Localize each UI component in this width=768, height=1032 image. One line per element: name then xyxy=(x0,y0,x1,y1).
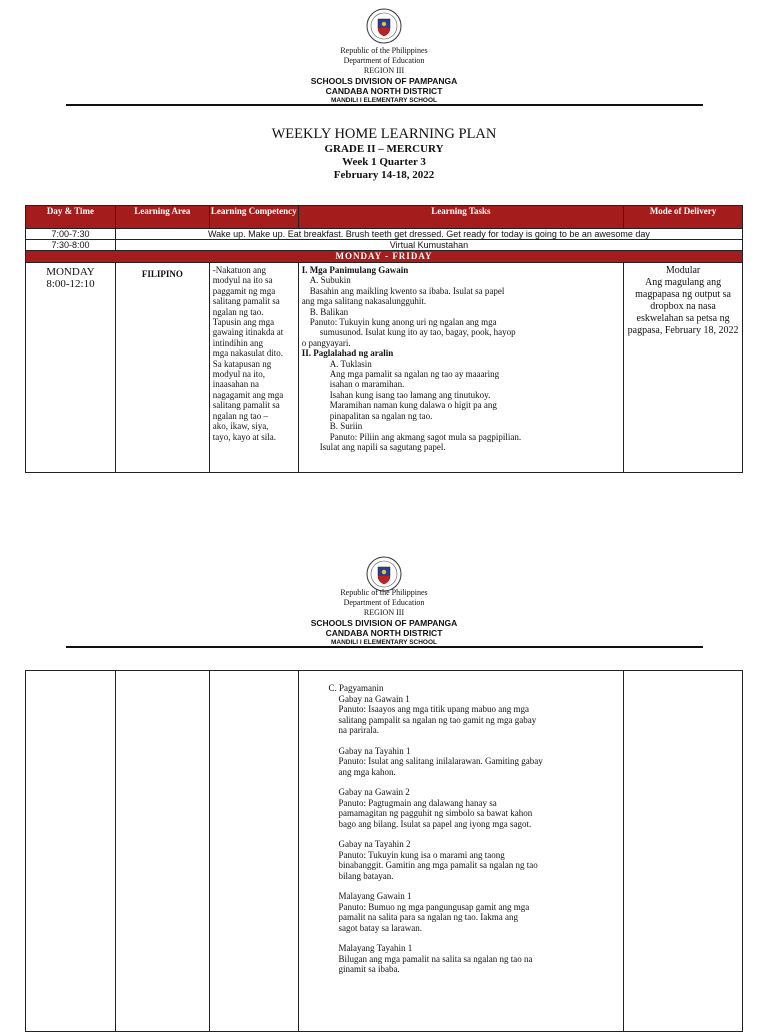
letterhead-region: REGION III xyxy=(363,66,405,75)
learning-plan-table xyxy=(25,205,743,473)
table-header-row xyxy=(26,206,743,229)
letterhead-school: MANDILI I ELEMENTARY SCHOOL xyxy=(330,97,438,104)
header-learning-competency: Learning Competency xyxy=(209,206,298,229)
header-day-time: Day & Time xyxy=(26,206,116,229)
plan-dates: February 14-18, 2022 xyxy=(333,169,435,181)
learning-area-cell: FILIPINO xyxy=(115,263,209,473)
schedule-time: 7:00-7:30 xyxy=(26,229,116,240)
table-row xyxy=(26,263,743,473)
learning-plan-table-continued xyxy=(25,670,743,1032)
letterhead-department: Department of Education xyxy=(343,598,425,607)
plan-title-main: WEEKLY HOME LEARNING PLAN xyxy=(271,126,497,142)
letterhead-republic: Republic of the Philippines xyxy=(340,588,428,597)
mode-of-delivery-cell xyxy=(624,671,743,1032)
header-rule xyxy=(66,646,703,648)
letterhead-district: CANDABA NORTH DISTRICT xyxy=(325,86,443,96)
schedule-activity: Virtual Kumustahan xyxy=(115,240,742,251)
time-label: 8:00-12:10 xyxy=(46,278,95,290)
letterhead-division: SCHOOLS DIVISION OF PAMPANGA xyxy=(310,76,458,86)
competency-cell: -Nakatuon ang modyul na ito sa paggamit ng mga salitang pamalit sa ngalan ng tao. Tapusin ang mga gawaing itinakda at intindihin ang mga nakasulat dito. Sa katapusan ng modyul na ito, inaasahan na nagagamit ang mga salitang pamalit sa ngalan ng tao – ako, ikaw, siya, tayo, kayo at sila. xyxy=(209,263,298,473)
plan-title xyxy=(0,126,768,182)
header-mode-of-delivery: Mode of Delivery xyxy=(624,206,743,229)
letterhead-region: REGION III xyxy=(363,608,405,617)
deped-seal-icon xyxy=(366,8,402,44)
learning-tasks-cell: C. Pagyamanin Gabay na Gawain 1 Panuto: Isaayos ang mga titik upang mabuo ang mga salitang pampalit sa ngalan ng tao gamit ng mga gabay na parirala. Gabay na Tayahin 1 Panuto: Isulat ang salitang inilalarawan. Gamiting gabay ang mga kahon. Gabay na Gawain 2 Panuto: Pagtugmain ang dalawang hanay sa pamamagitan ng pagguhit ng simbolo sa bawat kahon bago ang bilang. Isulat sa papel ang iyong mga sagot. Gabay na Tayahin 2 Panuto: Tukuyin kung isa o marami ang taong binabanggit. Gamitin ang mga pamalit sa ngalan ng tao bilang batayan. Malayang Gawain 1 Panuto: Bumuo ng mga pangungusap gamit ang mga pamalit na salita para sa ngalan ng tao. Iakma ang sagot batay sa larawan. Malayang Tayahin 1 Bilugan ang mga pamalit na salita sa ngalan ng tao na ginamit sa ibaba. xyxy=(298,671,624,1032)
mode-of-delivery-cell: Modular Ang magulang ang magpapasa ng output sa dropbox na nasa eskwelahan sa petsa ng pagpasa, February 18, 2022 xyxy=(624,263,743,473)
letterhead-division: SCHOOLS DIVISION OF PAMPANGA xyxy=(310,618,458,628)
learning-tasks-cell: I. Mga Panimulang Gawain A. Subukin Basahin ang maikling kwento sa ibaba. Isulat sa papel ang mga salitang nakasalungguhit. B. Balikan Panuto: Tukuyin kung anong uri ng ngalan ang mga sumusunod. Isulat kung ito ay tao, bagay, pook, hayop o pangyayari. II. Paglalahad ng aralin A. Tuklasin Ang mga pamalit sa ngalan ng tao ay maaaring isahan o maramihan. Isahan kung isang tao lamang ang tinutukoy. Maramihan naman kung dalawa o higit pa ang pinapalitan sa ngalan ng tao. B. Suriin Panuto: Piliin ang akmang sagot mula sa pagpipilian. Isulat ang napili sa sagutang papel. xyxy=(298,263,623,473)
letterhead-school: MANDILI I ELEMENTARY SCHOOL xyxy=(330,639,438,646)
letterhead xyxy=(0,46,768,106)
schedule-time: 7:30-8:00 xyxy=(26,240,116,251)
plan-week: Week 1 Quarter 3 xyxy=(342,156,426,168)
letterhead-republic: Republic of the Philippines xyxy=(340,46,428,55)
learning-area-cell xyxy=(115,671,209,1032)
deped-seal-icon xyxy=(366,556,402,592)
table-row xyxy=(26,229,743,240)
header-learning-tasks: Learning Tasks xyxy=(298,206,623,229)
day-label: MONDAY xyxy=(46,266,95,278)
schedule-activity: Wake up. Make up. Eat breakfast. Brush teeth get dressed. Get ready for today is going to be an awesome day xyxy=(115,229,742,240)
letterhead-department: Department of Education xyxy=(343,56,425,65)
plan-grade: GRADE II – MERCURY xyxy=(324,143,444,155)
day-time-cell xyxy=(26,671,116,1032)
letterhead xyxy=(0,588,768,648)
header-learning-area: Learning Area xyxy=(115,206,209,229)
header-rule xyxy=(66,104,703,106)
table-row xyxy=(26,240,743,251)
monday-friday-band: MONDAY - FRIDAY xyxy=(26,251,743,263)
day-time-cell xyxy=(26,263,116,473)
letterhead-district: CANDABA NORTH DISTRICT xyxy=(325,628,443,638)
competency-cell xyxy=(209,671,298,1032)
table-row xyxy=(26,671,743,1032)
